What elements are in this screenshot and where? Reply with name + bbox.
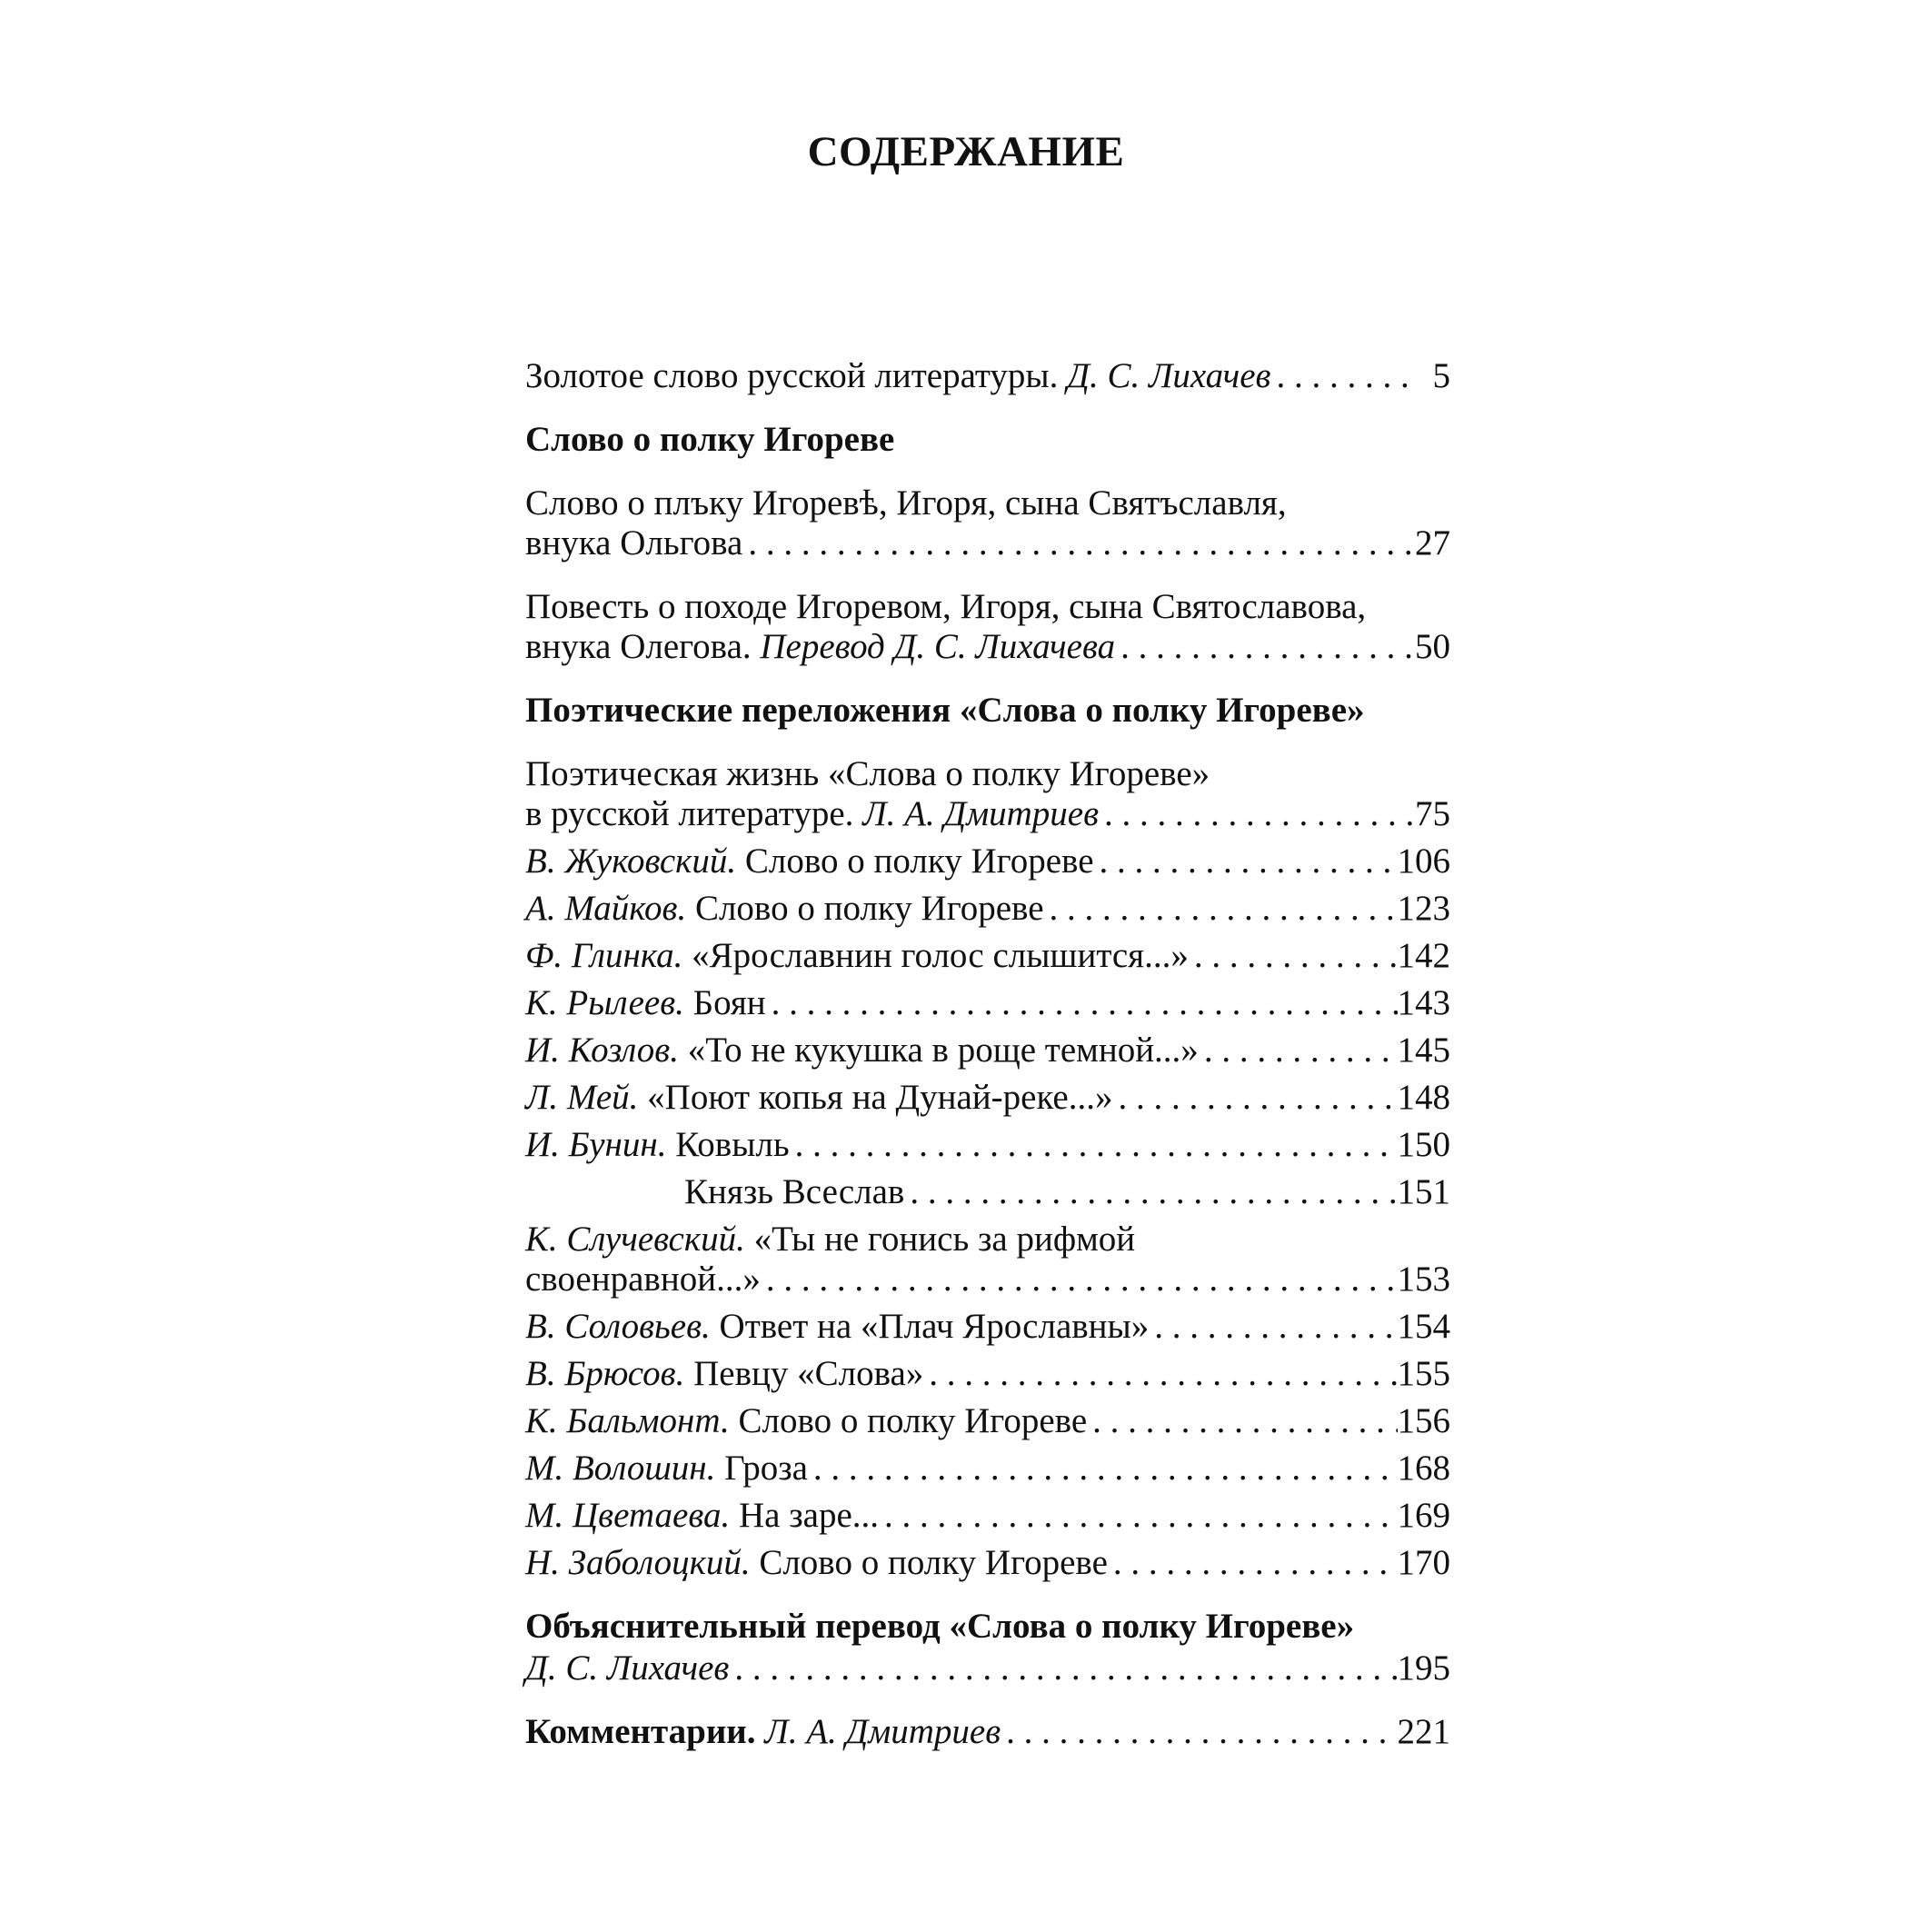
leader-dots — [1113, 1078, 1398, 1118]
toc-entry — [525, 1543, 1450, 1583]
toc-entry — [525, 483, 1450, 563]
page-number: 150 — [1397, 1125, 1450, 1164]
toc-entry — [525, 1078, 1450, 1118]
entry-title: «Ярославнин голос слышится...» — [692, 936, 1189, 975]
entry-title: Слово о полку Игореве — [738, 1401, 1088, 1440]
entry-author: И. Бунин. — [525, 1125, 667, 1164]
page-number: 221 — [1397, 1712, 1450, 1751]
section-heading: Комментарии. — [525, 1712, 756, 1751]
entry-title-cont: внука Ольгова — [525, 523, 743, 563]
toc-entry — [525, 936, 1450, 976]
section-heading: Слово о полку Игореве — [525, 420, 895, 459]
leader-dots — [742, 523, 1414, 563]
entry-author: К. Бальмонт. — [525, 1401, 730, 1440]
entry-title-cont: своенравной...» — [525, 1260, 761, 1299]
page-number: 5 — [1432, 356, 1450, 395]
entry-author: К. Рылеев. — [525, 983, 684, 1022]
entry-title: Слово о полку Игореве — [744, 842, 1094, 881]
entry-title: Поэтическая жизнь «Слова о полку Игореве» — [525, 754, 1210, 793]
section-heading: Поэтические переложения «Слова о полку Игореве» — [525, 691, 1365, 730]
leader-dots — [1108, 1543, 1398, 1583]
toc-entry — [525, 889, 1450, 929]
entry-author: М. Цветаева. — [525, 1496, 731, 1535]
toc-entry — [525, 1648, 1450, 1688]
toc-entry — [525, 1172, 1450, 1212]
entry-title: Золотое слово русской литературы. — [525, 356, 1059, 395]
toc-entry — [525, 1125, 1450, 1165]
entry-author: М. Волошин. — [525, 1449, 716, 1488]
toc-entry — [525, 842, 1450, 881]
entry-author: Ф. Глинка. — [525, 936, 683, 975]
entry-title: Слово о плъку Игоревѣ, Игоря, сына Святъславля, — [525, 483, 1287, 523]
leader-dots — [1044, 889, 1398, 929]
entry-author: И. Козлов. — [525, 1031, 679, 1070]
entry-author: Перевод Д. С. Лихачева — [760, 627, 1116, 666]
section-heading: Объяснительный перевод «Слова о полку Игореве» — [525, 1607, 1355, 1646]
entry-title: На заре... — [739, 1496, 880, 1535]
page-number: 75 — [1415, 794, 1450, 833]
entry-title: «То не кукушка в роще темной...» — [687, 1031, 1199, 1070]
entry-title: Повесть о походе Игоревом, Игоря, сына Святославова, — [525, 587, 1367, 626]
toc-entry-intro — [525, 356, 1450, 396]
page-number: 155 — [1397, 1354, 1450, 1393]
entry-title: «Поют копья на Дунай-реке...» — [647, 1078, 1113, 1117]
entry-title: Боян — [692, 983, 766, 1022]
entry-author: Л. А. Дмитриев — [862, 794, 1100, 833]
leader-dots — [808, 1449, 1398, 1489]
leader-dots — [766, 983, 1398, 1023]
entry-author: В. Соловьев. — [525, 1307, 711, 1346]
entry-title: Слово о полку Игореве — [759, 1543, 1108, 1582]
entry-title: Слово о полку Игореве — [694, 889, 1044, 928]
leader-dots — [761, 1260, 1398, 1300]
page-number: 142 — [1397, 936, 1450, 975]
leader-dots — [1094, 842, 1398, 881]
leader-dots — [1087, 1401, 1397, 1441]
entry-author: Д. С. Лихачев — [525, 1648, 730, 1688]
entry-title: Ответ на «Плач Ярославны» — [719, 1307, 1150, 1346]
page-number: 50 — [1415, 627, 1450, 666]
page-number: 148 — [1397, 1078, 1450, 1117]
leader-dots — [923, 1354, 1397, 1394]
toc-entry — [525, 1307, 1450, 1347]
page-number: 195 — [1397, 1648, 1450, 1688]
page-number: 106 — [1397, 842, 1450, 881]
entry-author: А. Майков. — [525, 889, 687, 928]
leader-dots — [1099, 794, 1414, 834]
toc-entry — [525, 1496, 1450, 1536]
page-number: 156 — [1397, 1401, 1450, 1440]
page-number: 168 — [1397, 1449, 1450, 1488]
page-number: 123 — [1397, 889, 1450, 928]
toc-entry — [525, 754, 1450, 834]
entry-title: Певцу «Слова» — [693, 1354, 924, 1393]
page-number: 154 — [1397, 1307, 1450, 1346]
entry-title-cont: внука Олегова. — [525, 627, 752, 666]
page-number: 169 — [1397, 1496, 1450, 1535]
leader-dots — [1189, 936, 1398, 976]
entry-title-cont: в русской литературе. — [525, 794, 854, 833]
toc-entry — [525, 587, 1450, 667]
toc-entry — [525, 1712, 1450, 1752]
toc-entry — [525, 1220, 1450, 1300]
leader-dots — [1001, 1712, 1397, 1752]
leader-dots — [1149, 1307, 1397, 1347]
entry-title: «Ты не гонись за рифмой — [753, 1220, 1136, 1259]
page-number: 143 — [1397, 983, 1450, 1022]
toc-entry — [525, 1449, 1450, 1489]
toc-entry — [525, 1031, 1450, 1071]
toc-entry — [525, 983, 1450, 1023]
leader-dots — [904, 1172, 1397, 1212]
leader-dots — [729, 1648, 1397, 1688]
entry-title: Гроза — [724, 1449, 808, 1488]
entry-author: Л. А. Дмитриев — [764, 1712, 1001, 1751]
table-of-contents — [525, 356, 1450, 1759]
entry-author: Н. Заболоцкий. — [525, 1543, 751, 1582]
toc-entry — [525, 1354, 1450, 1394]
page-number: 27 — [1415, 523, 1450, 563]
page-number: 170 — [1397, 1543, 1450, 1582]
leader-dots — [1271, 356, 1415, 396]
entry-author: Д. С. Лихачев — [1067, 356, 1271, 395]
page-number: 151 — [1397, 1172, 1450, 1211]
entry-author: В. Брюсов. — [525, 1354, 685, 1393]
page-number: 153 — [1397, 1260, 1450, 1299]
entry-author: Л. Мей. — [525, 1078, 639, 1117]
leader-dots — [790, 1125, 1398, 1165]
toc-entry — [525, 1401, 1450, 1441]
entry-author: К. Случевский. — [525, 1220, 745, 1259]
entry-author: В. Жуковский. — [525, 842, 737, 881]
page-number: 145 — [1397, 1031, 1450, 1070]
entry-title: Князь Всеслав — [684, 1172, 905, 1211]
entry-title: Ковыль — [675, 1125, 790, 1164]
leader-dots — [1199, 1031, 1398, 1071]
page-title: СОДЕРЖАНИЕ — [807, 128, 1125, 175]
leader-dots — [1115, 627, 1414, 667]
leader-dots — [879, 1496, 1397, 1536]
